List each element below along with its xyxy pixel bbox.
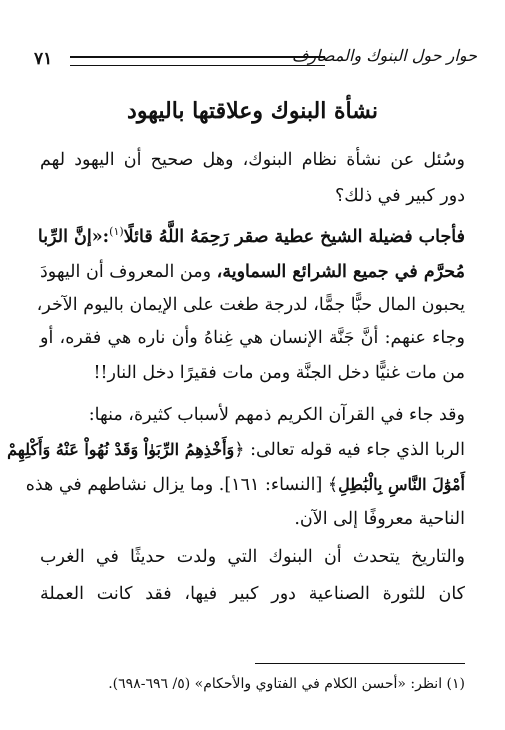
quran-line-3: أَمْوَٰلَ النَّاسِ بِالْبَٰطِلِ﴾ [النساء: ١٦١]. وما يزال نشاطهم في هذه xyxy=(25,475,465,495)
answer-line-5: من مات غنيًّا دخل الجنَّة ومن مات فقيرًا دخل النار!! xyxy=(93,363,465,383)
footnote-reference[interactable]: (١) xyxy=(109,225,124,239)
quran-line-2: الربا الذي جاء فيه قوله تعالى: ﴿وَأَخْذِهِمُ الرِّبَوٰاْ وَقَدْ نُهُواْ عَنْهُ وَأَكْلِهِمْ xyxy=(7,440,465,460)
answer-line-2: مُحرَّم في جميع الشرائع السماوية، ومن المعروف أن اليهودَ xyxy=(40,262,465,282)
footnote: (١) انظر: «أحسن الكلام في الفتاوي والأحكام» (٥/ ٦٩٦-٦٩٨). xyxy=(108,676,465,692)
quran-line-1: وقد جاء في القرآن الكريم ذمهم لأسباب كثيرة، منها: xyxy=(88,405,465,425)
quran-line-4: الناحية معروفًا إلى الآن. xyxy=(294,509,465,529)
question-line-1: وسُئل عن نشأة نظام البنوك، وهل صحيح أن اليهود لهم xyxy=(40,150,465,170)
book-title: حوار حول البنوك والمصارف xyxy=(291,46,477,65)
question-line-2: دور كبير في ذلك؟ xyxy=(334,186,465,206)
page-number: ٧١ xyxy=(34,49,53,69)
history-line-2: كان للثورة الصناعية دور كبير فيها، فقد كانت العملة xyxy=(40,584,465,604)
answer-line-3: يحبون المال حبًّا جمًّا، لدرجة طغت على الإيمان باليوم الآخر، xyxy=(36,295,465,315)
quran-verse-part-2: أَمْوَٰلَ النَّاسِ بِالْبَٰطِلِ xyxy=(338,475,465,494)
answer-line-1: فأجاب فضيلة الشيخ عطية صقر رَحِمَهُ اللَّهُ قائلًا$^{(١)}$:«إنَّ الرِّبا xyxy=(37,225,465,247)
footnote-rule xyxy=(255,663,465,664)
answer-line-4: وجاء عنهم: أنَّ جَنَّة الإنسان هي غِناهُ وأن ناره هي فقره، أو xyxy=(40,328,465,348)
quran-verse-part-1: وَأَخْذِهِمُ الرِّبَوٰاْ وَقَدْ نُهُواْ عَنْهُ وَأَكْلِهِمْ xyxy=(7,440,235,459)
running-header xyxy=(30,46,477,72)
history-line-1: والتاريخ يتحدث أن البنوك التي ولدت حديثًا في الغرب xyxy=(40,547,465,567)
chapter-title: نشأة البنوك وعلاقتها باليهود xyxy=(127,98,378,124)
header-rule xyxy=(70,56,325,66)
